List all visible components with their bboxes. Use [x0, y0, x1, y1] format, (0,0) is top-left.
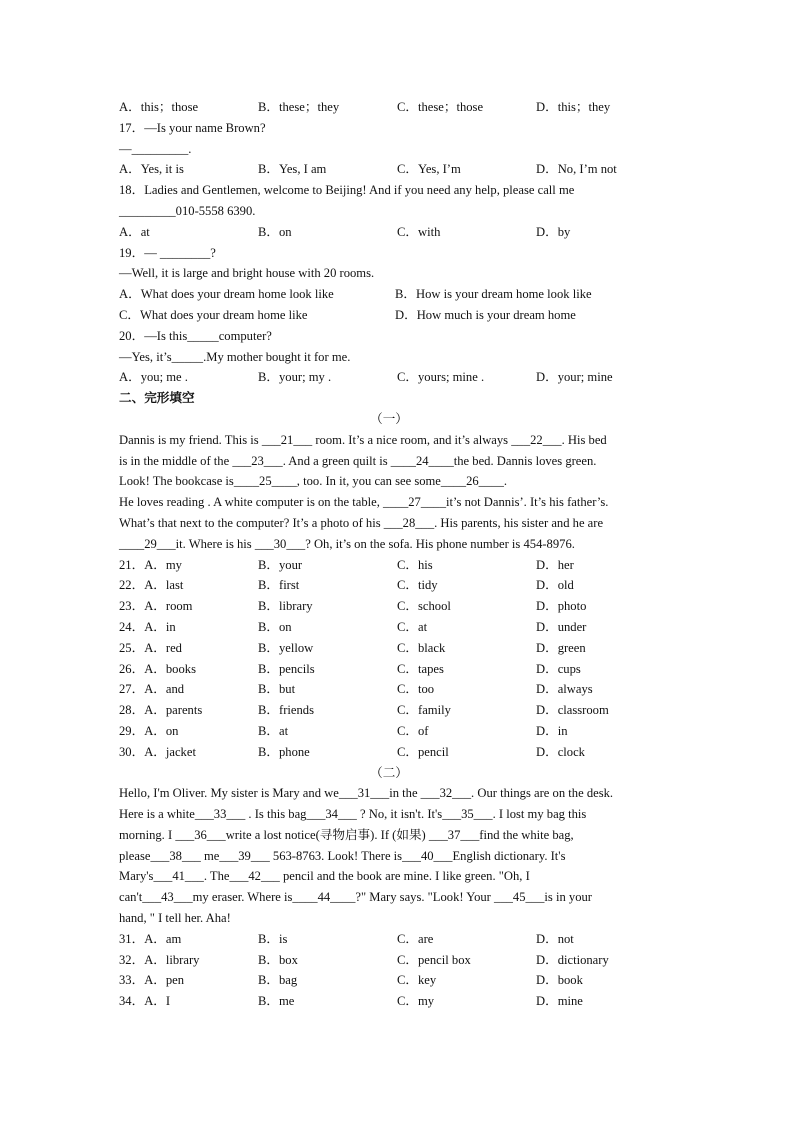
- option-text: D．classroom: [536, 703, 609, 718]
- options-row: [119, 367, 679, 388]
- option-text: D．mine: [536, 994, 583, 1009]
- passage-line: What’s that next to the computer? It’s a photo of his ___28___. His parents, his sister and he are: [119, 515, 604, 530]
- question-stem-line: _________010-5558 6390.: [119, 203, 256, 218]
- option-text: 21．A．my: [119, 557, 182, 572]
- option-text: C．with: [397, 224, 441, 239]
- options-row: [119, 305, 679, 326]
- option-text: C．his: [397, 557, 433, 572]
- option-text: D．under: [536, 619, 587, 634]
- option-text: C．Yes, I’m: [397, 162, 461, 177]
- option-text: C．of: [397, 723, 429, 738]
- option-text: C．at: [397, 619, 428, 634]
- passage-line: Mary's___41___. The___42___ pencil and the book are mine. I like green. "Oh, I: [119, 869, 530, 884]
- option-text: C．school: [397, 599, 451, 614]
- option-text: D．always: [536, 682, 593, 697]
- option-text: D．your; mine: [536, 370, 613, 385]
- option-text: C．my: [397, 994, 435, 1009]
- option-text: C．What does your dream home like: [119, 307, 308, 322]
- option-text: 33．A．pen: [119, 973, 185, 988]
- option-text: A．What does your dream home look like: [119, 287, 334, 302]
- passage-label: （一）: [370, 410, 408, 426]
- option-text: D．in: [536, 723, 568, 738]
- options-row: [119, 659, 679, 680]
- options-row: [119, 950, 679, 971]
- option-text: C．too: [397, 682, 435, 697]
- option-text: 26．A．books: [119, 661, 196, 676]
- options-row: [119, 638, 679, 659]
- option-text: B．How is your dream home look like: [395, 287, 592, 302]
- passage-label: （二）: [370, 764, 408, 780]
- option-text: D．dictionary: [536, 952, 609, 967]
- option-text: D．How much is your dream home: [395, 307, 576, 322]
- option-text: C．pencil box: [397, 952, 471, 967]
- passage-line: ____29___it. Where is his ___30___? Oh, it’s on the sofa. His phone number is 454-8976.: [119, 536, 575, 551]
- option-text: C．family: [397, 703, 451, 718]
- option-text: D．clock: [536, 744, 585, 759]
- option-text: 23．A．room: [119, 599, 193, 614]
- passage-line: Look! The bookcase is____25____, too. In it, you can see some____26____.: [119, 474, 508, 489]
- options-row: [119, 721, 679, 742]
- option-text: C．tidy: [397, 578, 438, 593]
- options-row: [119, 284, 679, 305]
- option-text: D．cups: [536, 661, 581, 676]
- option-text: D．green: [536, 640, 586, 655]
- option-text: 24．A．in: [119, 619, 176, 634]
- option-text: B．box: [258, 952, 298, 967]
- option-text: C．pencil: [397, 744, 449, 759]
- question-stem-line: —Well, it is large and bright house with 20 rooms.: [119, 266, 375, 281]
- options-row: [119, 575, 679, 596]
- option-text: B．but: [258, 682, 296, 697]
- option-text: B．your: [258, 557, 303, 572]
- options-row: [119, 991, 679, 1012]
- option-text: B．pencils: [258, 661, 315, 676]
- option-text: 31．A．am: [119, 931, 182, 946]
- option-text: 22．A．last: [119, 578, 184, 593]
- question-stem-line: —_________.: [119, 141, 192, 156]
- option-text: B．phone: [258, 744, 310, 759]
- option-text: A．this；those: [119, 100, 199, 114]
- option-text: B．friends: [258, 703, 314, 718]
- option-text: 30．A．jacket: [119, 744, 196, 759]
- options-row: [119, 929, 679, 950]
- options-row: [119, 970, 679, 991]
- option-text: B．me: [258, 994, 295, 1009]
- passage-line: please___38___ me___39___ 563-8763. Look! There is___40___English dictionary. It's: [119, 848, 566, 863]
- options-row: [119, 555, 679, 576]
- question-stem-line: 17．—Is your name Brown?: [119, 120, 266, 135]
- options-row: [119, 700, 679, 721]
- option-text: D．photo: [536, 599, 587, 614]
- option-text: D．by: [536, 224, 571, 239]
- option-text: B．library: [258, 599, 313, 614]
- option-text: B．these；they: [258, 100, 340, 114]
- options-row: [119, 679, 679, 700]
- option-text: 28．A．parents: [119, 703, 203, 718]
- exam-content: [119, 97, 679, 1012]
- option-text: D．book: [536, 973, 583, 988]
- passage-line: can't___43___my eraser. Where is____44____?" Mary says. "Look! Your ___45___is in your: [119, 890, 592, 905]
- section-title: 二、完形填空: [119, 390, 195, 406]
- option-text: B．yellow: [258, 640, 314, 655]
- option-text: B．on: [258, 224, 292, 239]
- option-text: B．your; my .: [258, 370, 332, 385]
- options-row: [119, 222, 679, 243]
- option-text: C．black: [397, 640, 446, 655]
- option-text: 32．A．library: [119, 952, 200, 967]
- question-stem-line: 19．— ________?: [119, 245, 216, 260]
- option-text: D．No, I’m not: [536, 162, 617, 177]
- option-text: 34．A．I: [119, 994, 171, 1009]
- question-stem-line: —Yes, it’s_____.My mother bought it for me.: [119, 349, 351, 364]
- option-text: D．her: [536, 557, 574, 572]
- option-text: C．key: [397, 973, 437, 988]
- passage-line: He loves reading . A white computer is on the table, ____27____it’s not Dannis’. It’s his father’s.: [119, 495, 609, 510]
- passage-line: Here is a white___33___ . Is this bag___34___ ? No, it isn't. It's___35___. I lost my bag this: [119, 807, 587, 822]
- options-row: [119, 159, 679, 180]
- options-row: [119, 617, 679, 638]
- option-text: C．yours; mine .: [397, 370, 485, 385]
- option-text: 29．A．on: [119, 723, 179, 738]
- options-row: [119, 97, 679, 118]
- option-text: D．not: [536, 931, 574, 946]
- option-text: A．at: [119, 224, 150, 239]
- passage-line: hand, " I tell her. Aha!: [119, 911, 231, 926]
- option-text: D．this；they: [536, 100, 611, 114]
- option-text: 27．A．and: [119, 682, 185, 697]
- option-text: C．are: [397, 931, 434, 946]
- option-text: A．you; me .: [119, 370, 188, 385]
- passage-line: morning. I ___36___write a lost notice(寻物启事). If (如果) ___37___find the white bag,: [119, 827, 574, 842]
- option-text: B．Yes, I am: [258, 162, 327, 177]
- option-text: A．Yes, it is: [119, 162, 184, 177]
- option-text: B．at: [258, 723, 289, 738]
- passage-line: Dannis is my friend. This is ___21___ room. It’s a nice room, and it’s always ___22___. His bed: [119, 432, 607, 447]
- option-text: B．first: [258, 578, 300, 593]
- option-text: C．these；those: [397, 100, 484, 114]
- question-stem-line: 20．—Is this_____computer?: [119, 328, 272, 343]
- option-text: B．on: [258, 619, 292, 634]
- option-text: B．is: [258, 931, 288, 946]
- option-text: 25．A．red: [119, 640, 182, 655]
- options-row: [119, 742, 679, 763]
- option-text: D．old: [536, 578, 574, 593]
- options-row: [119, 596, 679, 617]
- option-text: B．bag: [258, 973, 298, 988]
- question-stem-line: 18．Ladies and Gentlemen, welcome to Beijing! And if you need any help, please call me: [119, 183, 575, 198]
- passage-line: is in the middle of the ___23___. And a green quilt is ____24____the bed. Dannis loves green.: [119, 453, 597, 468]
- option-text: C．tapes: [397, 661, 444, 676]
- passage-line: Hello, I'm Oliver. My sister is Mary and we___31___in the ___32___. Our things are on the desk.: [119, 786, 614, 801]
